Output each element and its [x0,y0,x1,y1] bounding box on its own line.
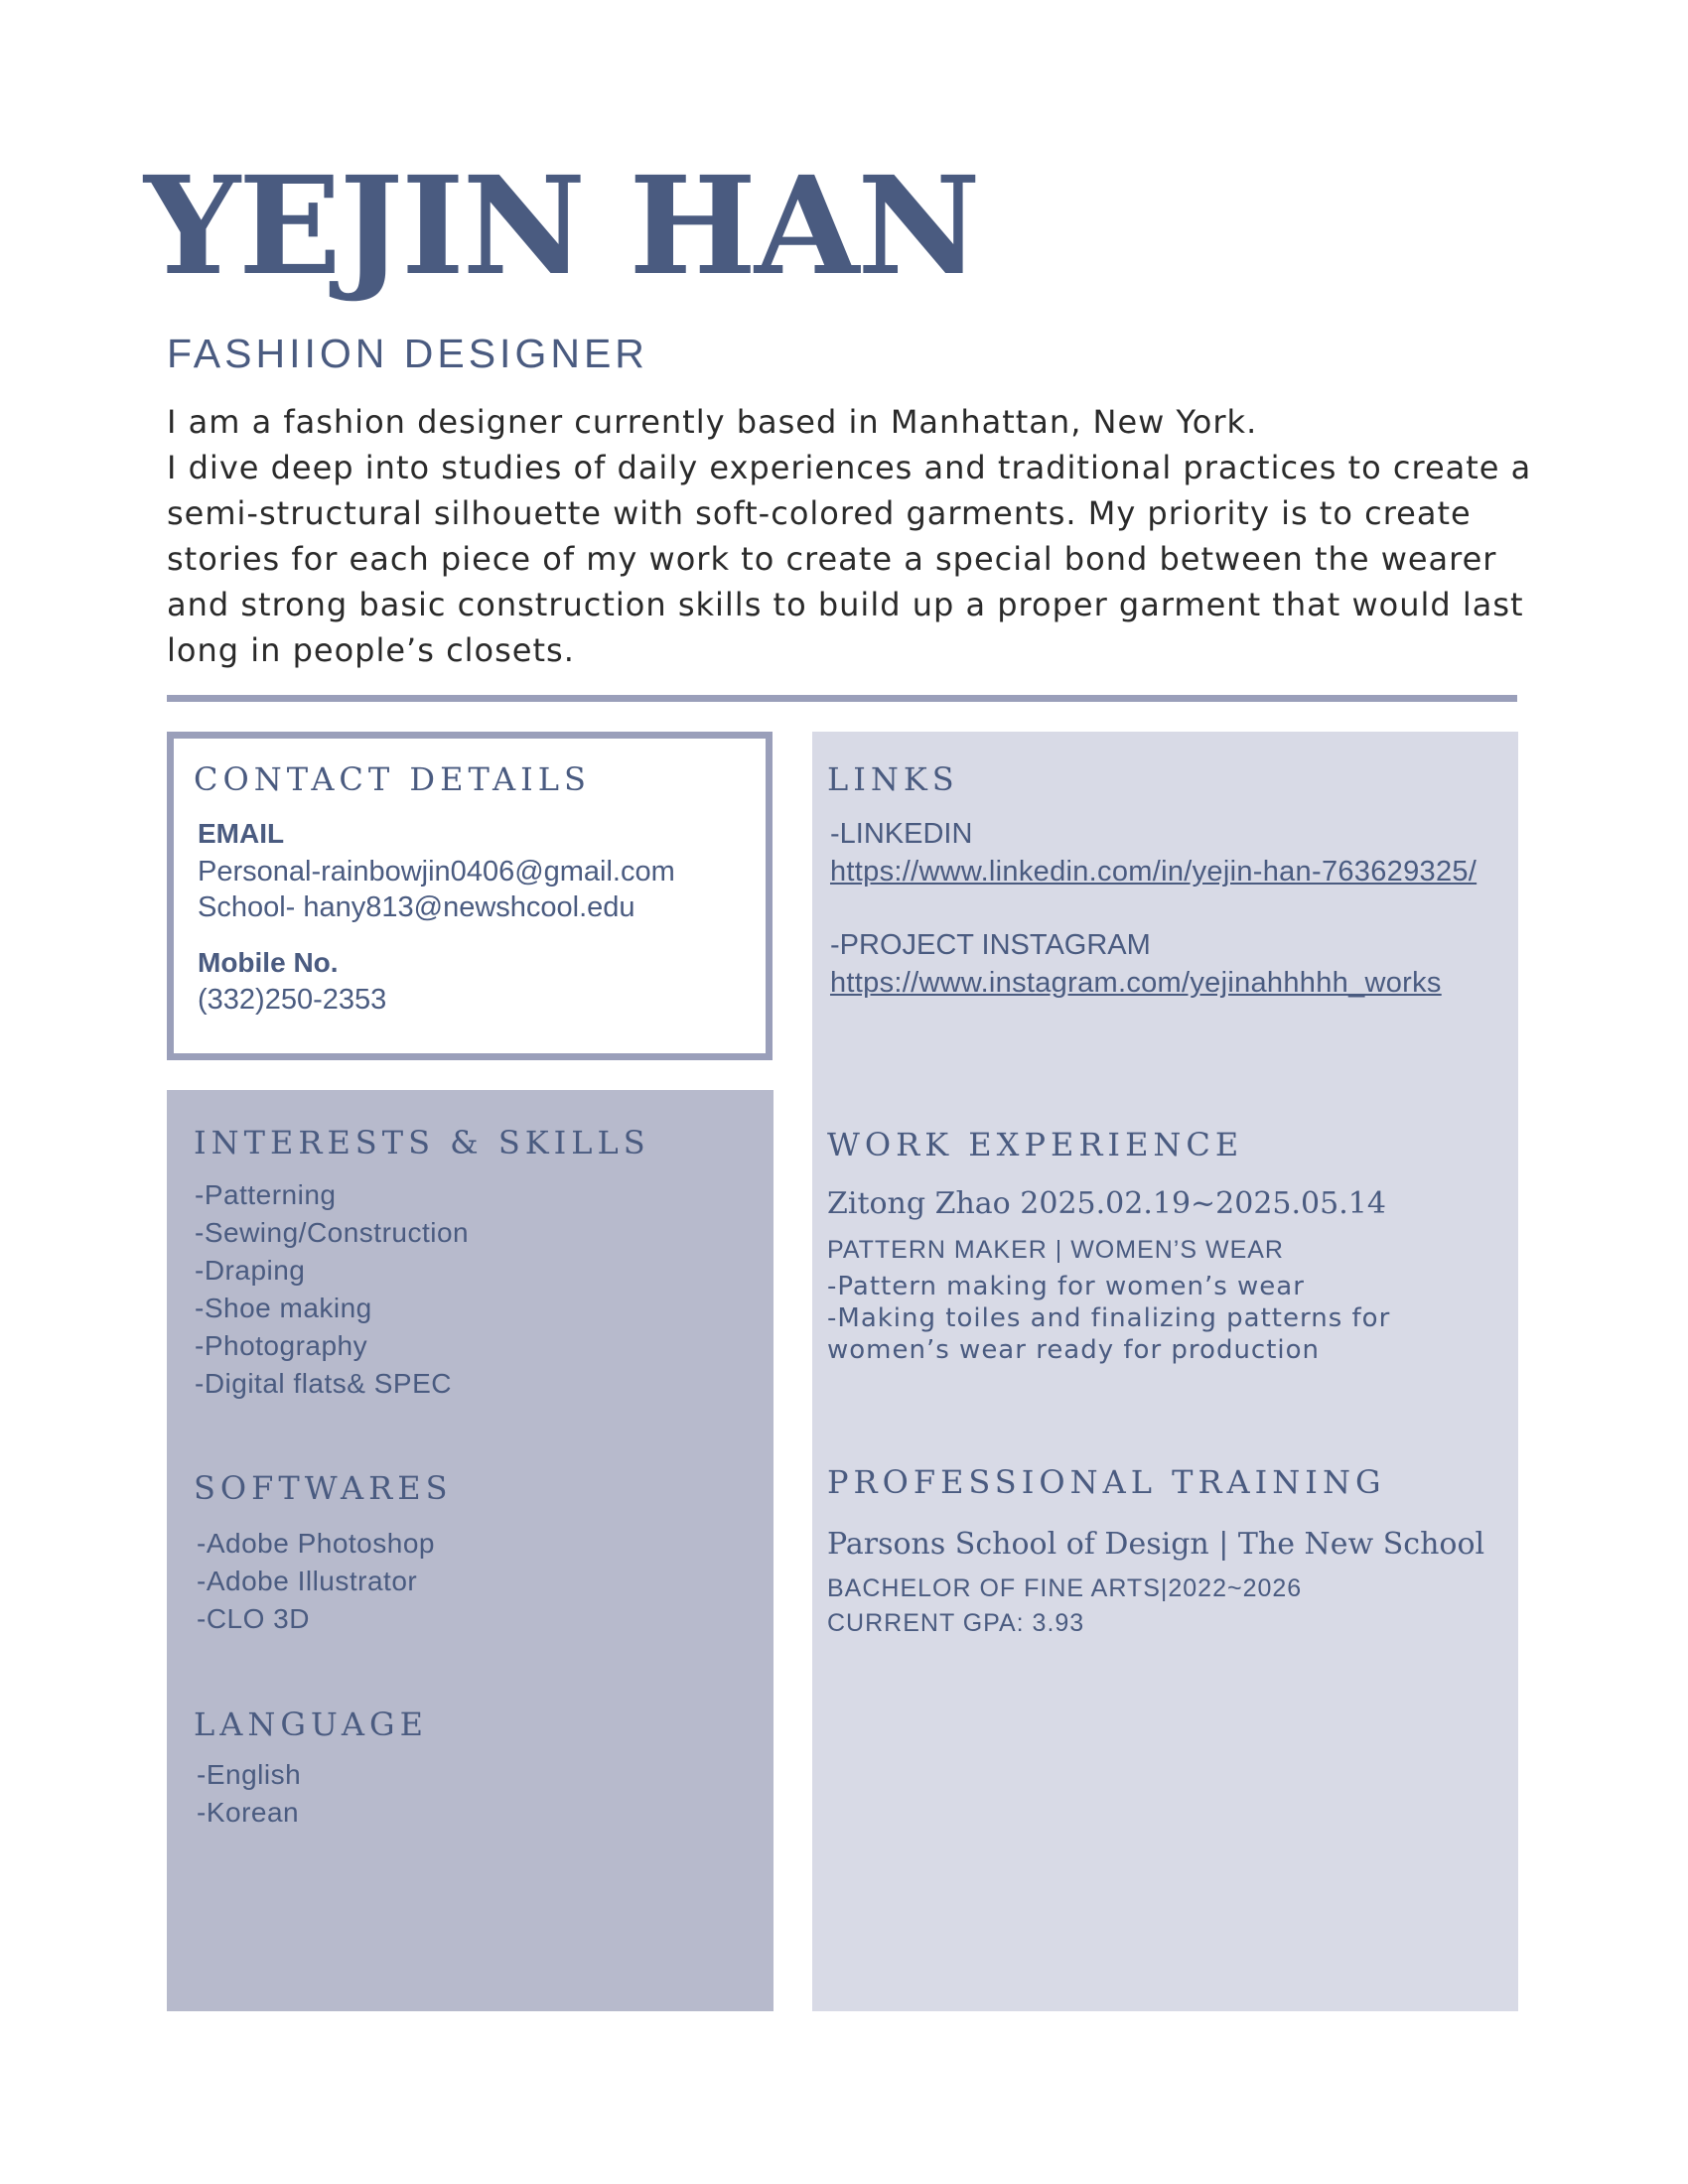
list-item: -Patterning [195,1179,337,1210]
instagram-label: -PROJECT INSTAGRAM [830,929,1151,961]
links-heading: LINKS [827,760,959,798]
instagram-link[interactable]: https://www.instagram.com/yejinahhhhh_works [830,967,1442,999]
list-item: -Sewing/Construction [195,1217,470,1248]
list-item: -Adobe Photoshop [197,1528,435,1559]
bio-paragraph [167,399,1547,673]
list-item: -Pattern making for women’s wear [827,1272,1305,1301]
bio-line-1: I am a fashion designer currently based in Manhattan, New York. [167,403,1258,441]
work-duties [827,1271,1502,1366]
right-panel [812,732,1518,2011]
linkedin-link[interactable]: https://www.linkedin.com/in/yejin-han-763629325/ [830,856,1477,887]
list-item: -Digital flats& SPEC [195,1368,452,1399]
contact-heading: CONTACT DETAILS [194,760,591,798]
linkedin-label: -LINKEDIN [830,818,973,850]
list-item: -Shoe making [195,1293,372,1323]
language-list [197,1756,301,1832]
list-item: -Korean [197,1797,300,1828]
list-item: -Adobe Illustrator [197,1566,418,1596]
softwares-heading: SOFTWARES [194,1469,453,1507]
email-personal[interactable]: Personal-rainbowjin0406@gmail.com [198,856,675,887]
email-school[interactable]: School- hany813@newshcool.edu [198,891,635,923]
list-item: -English [197,1759,302,1790]
skills-heading: INTERESTS & SKILLS [194,1124,650,1161]
softwares-list [197,1525,435,1638]
job-title: FASHIION DESIGNER [167,331,648,376]
resume-name: YEJIN HAN [144,147,979,306]
mobile-label: Mobile No. [198,947,339,978]
list-item: -Making toiles and finalizing patterns for women’s wear ready for production [827,1303,1391,1365]
training-gpa: CURRENT GPA: 3.93 [827,1609,1085,1637]
list-item: -Draping [195,1255,306,1286]
training-school: Parsons School of Design | The New School [827,1527,1485,1562]
email-label: EMAIL [198,818,285,849]
bio-line-2: I dive deep into studies of daily experiences and traditional practices to create a semi-structural silhouette with soft-colored garments. My priority is to create stories for each piece of my work to create a special bond between the wearer and strong basic construction skills to build up a proper garment that would last long in people’s closets. [167,449,1532,669]
skills-list [195,1176,469,1403]
mobile-number[interactable]: (332)250-2353 [198,984,387,1016]
work-role: PATTERN MAKER | WOMEN’S WEAR [827,1236,1284,1264]
training-degree: BACHELOR OF FINE ARTS|2022~2026 [827,1574,1303,1602]
training-heading: PROFESSIONAL TRAINING [827,1463,1386,1501]
list-item: -CLO 3D [197,1603,310,1634]
header-divider [167,695,1517,702]
work-employer: Zitong Zhao 2025.02.19~2025.05.14 [827,1186,1386,1221]
language-heading: LANGUAGE [194,1706,428,1743]
work-heading: WORK EXPERIENCE [827,1126,1244,1163]
list-item: -Photography [195,1330,368,1361]
